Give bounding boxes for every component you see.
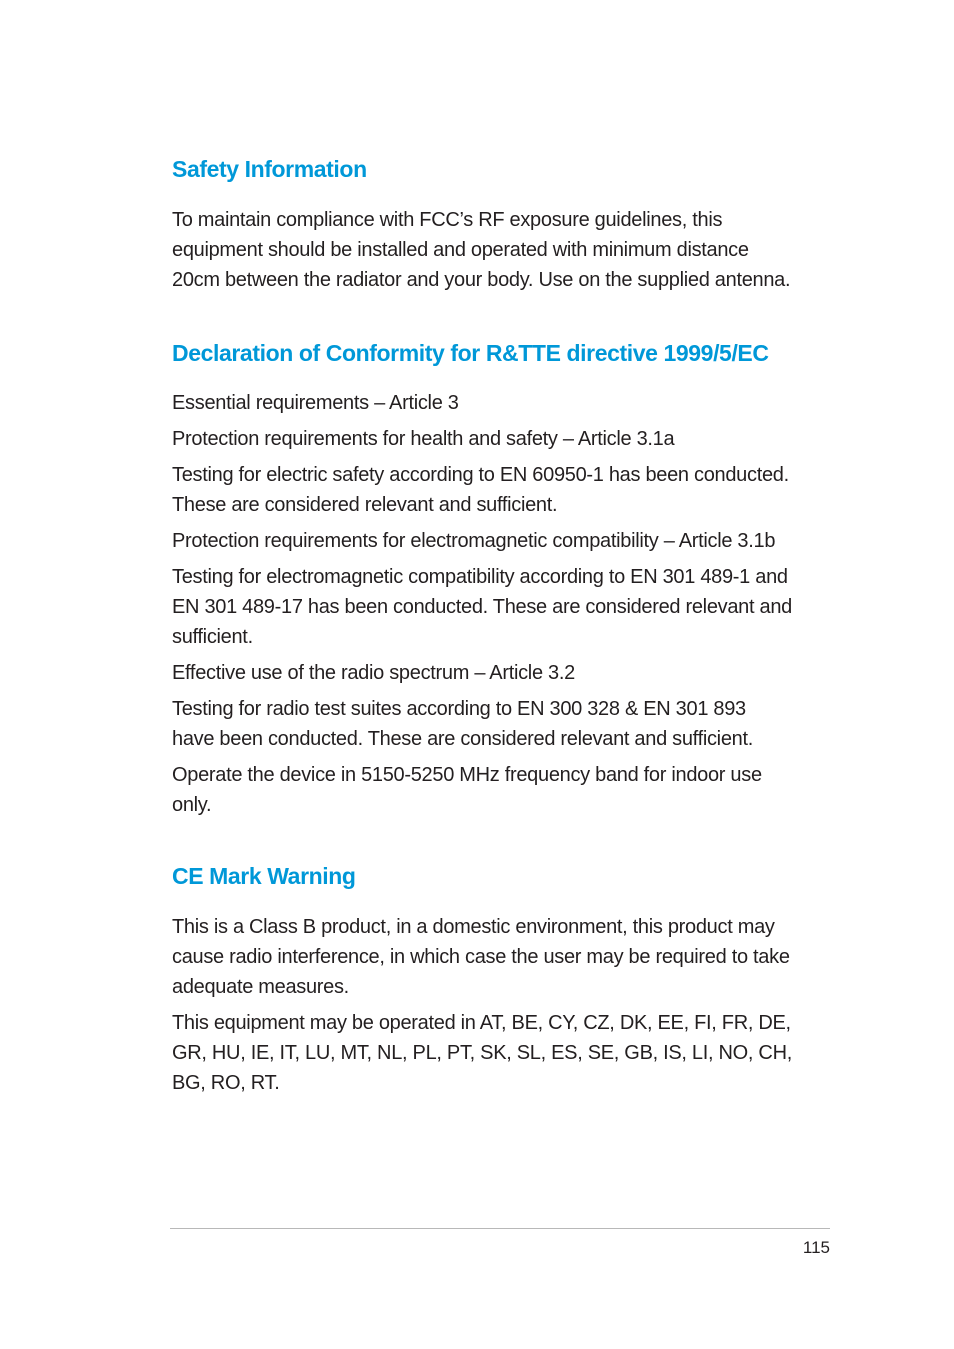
ce-mark-warning-heading: CE Mark Warning [172,863,356,889]
health-safety-requirements-paragraph: Protection requirements for health and safety – Article 3.1a [172,428,675,450]
radio-testing-paragraph: Testing for radio test suites according to EN 300 328 & EN 301 893 have been conducted. These are considered relevant and sufficient. [172,698,753,750]
declaration-of-conformity-section [172,337,792,820]
declaration-of-conformity-heading: Declaration of Conformity for R&TTE directive 1999/5/EC [172,340,769,366]
safety-information-heading: Safety Information [172,156,367,182]
emc-requirements-paragraph: Protection requirements for electromagnetic compatibility – Article 3.1b [172,530,776,552]
essential-requirements-paragraph: Essential requirements – Article 3 [172,392,459,414]
safety-information-section [172,153,792,295]
radio-spectrum-paragraph: Effective use of the radio spectrum – Article 3.2 [172,662,575,684]
ce-mark-warning-section [172,860,792,1098]
emc-testing-paragraph: Testing for electromagnetic compatibility according to EN 301 489-1 and EN 301 489-17 has been conducted. These are considered relevant and sufficient. [172,566,792,648]
document-page [172,153,792,1104]
indoor-use-paragraph: Operate the device in 5150-5250 MHz frequency band for indoor use only. [172,764,762,816]
page-number: 115 [802,1238,830,1257]
declaration-paragraph-list [172,388,792,820]
safety-information-paragraph: To maintain compliance with FCC’s RF exposure guidelines, this equipment should be installed and operated with minimum distance 20cm between the radiator and your body. Use on the supplied antenna. [172,209,791,291]
class-b-product-paragraph: This is a Class B product, in a domestic environment, this product may cause radio interference, in which case the user may be required to take adequate measures. [172,916,790,998]
footer-divider [170,1228,830,1229]
operating-countries-paragraph: This equipment may be operated in AT, BE, CY, CZ, DK, EE, FI, FR, DE, GR, HU, IE, IT, LU, MT, NL, PL, PT, SK, SL, ES, SE, GB, IS, LI, NO, CH, BG, RO, RT. [172,1012,792,1094]
electric-safety-testing-paragraph: Testing for electric safety according to EN 60950-1 has been conducted. These are considered relevant and sufficient. [172,464,789,516]
ce-paragraph-list [172,912,792,1098]
